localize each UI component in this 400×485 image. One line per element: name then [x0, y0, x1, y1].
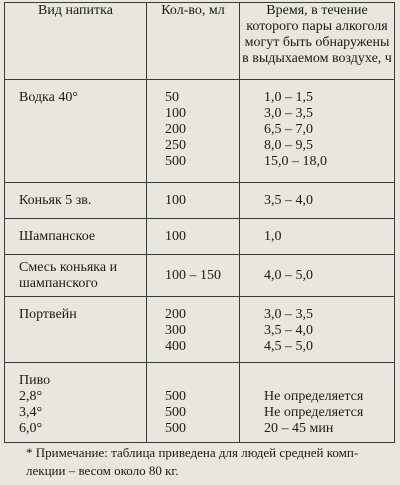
drink-name: Шампанское: [5, 219, 147, 255]
header-time-line: которого пары алкоголя: [246, 19, 388, 34]
footnote-line: лекции – весом около 80 кг.: [26, 463, 179, 478]
drink-quantity: 500 500 500: [147, 363, 240, 443]
drink-quantity: 100: [147, 219, 240, 255]
drink-quantity: 200 300 400: [147, 297, 240, 363]
table-row: [5, 255, 395, 297]
table-row: [5, 183, 395, 219]
drink-name: Водка 40°: [5, 80, 147, 183]
table-row: [5, 363, 395, 443]
table-row: [5, 297, 395, 363]
drink-name: Пиво 2,8° 3,4° 6,0°: [5, 363, 147, 443]
alcohol-table: [4, 2, 395, 443]
drink-time: Не определяется Не определяется 20 – 45 мин: [240, 363, 395, 443]
footnote: [26, 444, 386, 480]
drink-name: Коньяк 5 зв.: [5, 183, 147, 219]
drink-quantity: 100: [147, 183, 240, 219]
header-quantity: Кол-во, мл: [147, 3, 240, 80]
drink-time: 3,0 – 3,5 3,5 – 4,0 4,5 – 5,0: [240, 297, 395, 363]
drink-quantity: 50 100 200 250 500: [147, 80, 240, 183]
header-time-line: Время, в течение: [266, 3, 368, 18]
header-drink-type: Вид напитка: [5, 3, 147, 80]
footnote-line: * Примечание: таблица приведена для людей средней комп-: [26, 445, 359, 460]
drink-time: 1,0 – 1,5 3,0 – 3,5 6,5 – 7,0 8,0 – 9,5 15,0 – 18,0: [240, 80, 395, 183]
drink-name: Смесь коньяка и шампанского: [5, 255, 147, 297]
drink-time: 4,0 – 5,0: [240, 255, 395, 297]
drink-name: Портвейн: [5, 297, 147, 363]
drink-time: 1,0: [240, 219, 395, 255]
header-time-line: могут быть обнаружены: [244, 35, 390, 50]
table-row: [5, 80, 395, 183]
header-time-line: в выдыхаемом воздухе, ч: [242, 51, 392, 66]
header-time: [240, 3, 395, 80]
header-row: [5, 3, 395, 80]
drink-quantity: 100 – 150: [147, 255, 240, 297]
drink-time: 3,5 – 4,0: [240, 183, 395, 219]
table-row: [5, 219, 395, 255]
